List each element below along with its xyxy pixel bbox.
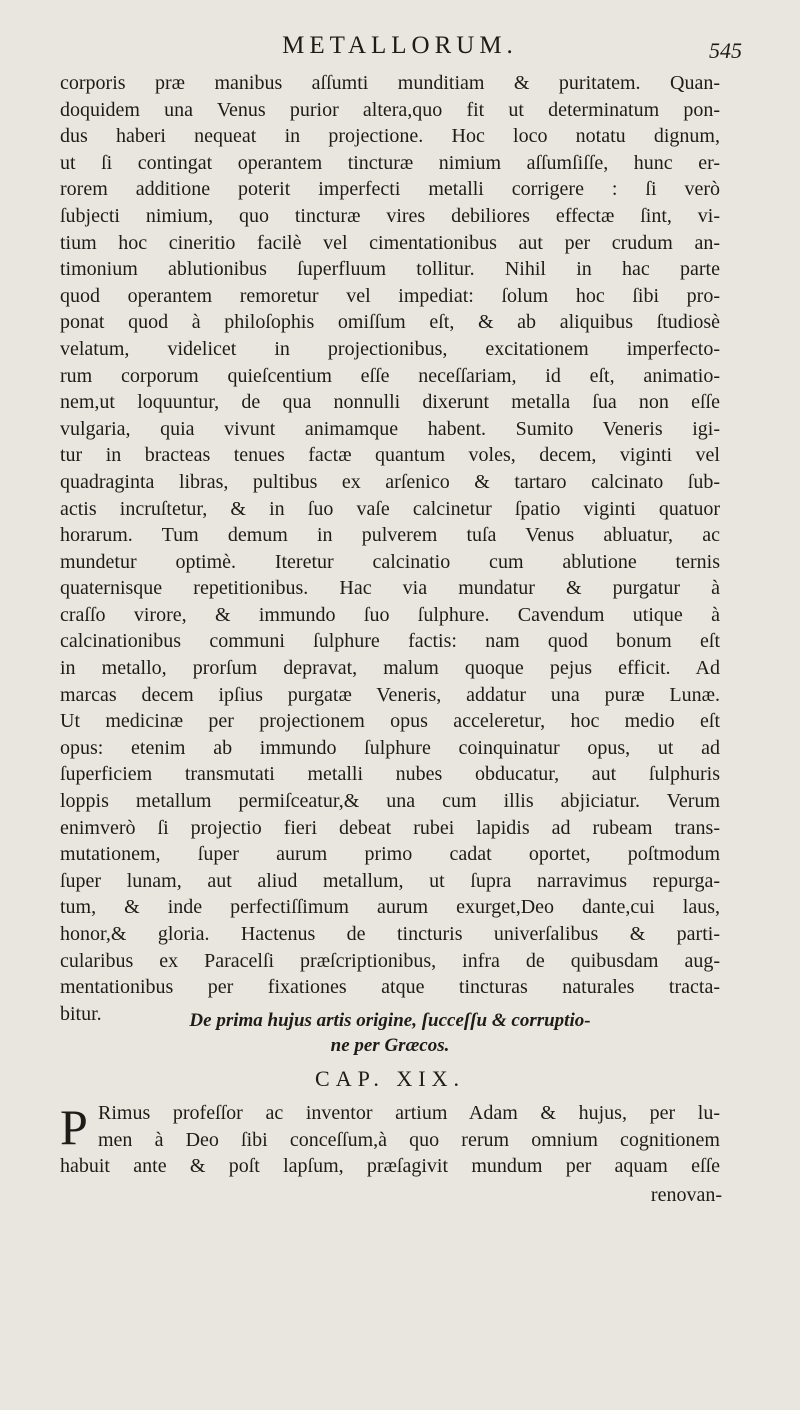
page-number: 545	[709, 38, 742, 63]
text-line: ſuperficiem transmutati metalli nubes obducatur, aut ſulphuris	[60, 763, 720, 786]
text-line: Ut medicinæ per projectionem opus acceleretur, hoc medio eſt	[60, 710, 720, 733]
text-line: cularibus ex Paracelſi præſcriptionibus, infra de quibusdam aug-	[60, 949, 720, 972]
text-line: rum corporum quieſcentium eſſe neceſſariam, id eſt, animatio-	[60, 364, 720, 387]
text-line: mutationem, ſuper aurum primo cadat oportet, poſtmodum	[60, 843, 720, 866]
text-line: nem,ut loquuntur, de qua nonnulli dixerunt metalla ſua non eſſe	[60, 391, 720, 414]
drop-cap: P	[60, 1099, 88, 1155]
text-line: tur in bracteas tenues factæ quantum voles, decem, viginti vel	[60, 444, 720, 467]
text-line: quod operantem remoretur vel impediat: ſolum hoc ſibi pro-	[60, 284, 720, 307]
text-line: rorem additione poterit imperfecti metalli corrigere : ſi verò	[60, 178, 720, 201]
text-line: Rimus profeſſor ac inventor artium Adam & hujus, per lu-	[98, 1102, 720, 1124]
text-line: doquidem una Venus purior altera,quo fit ut determinatum pon-	[60, 98, 720, 121]
running-head	[0, 32, 800, 64]
text-line: in metallo, prorſum depravat, malum quoque pejus efficit. Ad	[60, 657, 720, 680]
text-line: opus: etenim ab immundo ſulphure coinquinatur opus, ut ad	[60, 736, 720, 759]
text-line: actis incruſtetur, & in ſuo vaſe calcinetur ſpatio viginti quatuor	[60, 497, 720, 520]
text-line: vulgaria, quia vivunt animamque habent. Sumito Veneris igi-	[60, 417, 720, 440]
text-line: habuit ante & poſt lapſum, præſagivit mundum per aquam eſſe	[60, 1155, 720, 1178]
text-line: ut ſi contingat operantem tincturæ nimium aſſumſiſſe, hunc er-	[60, 151, 720, 174]
text-line: ponat quod à philoſophis omiſſum eſt, & ab aliquibus ſtudiosè	[60, 311, 720, 334]
text-line: loppis metallum permiſceatur,& una cum illis abjiciatur. Verum	[60, 790, 720, 813]
text-line: ſuper lunam, aut aliud metallum, ut ſupra narravimus repurga-	[60, 869, 720, 892]
text-line: craſſo virore, & immundo ſuo ſulphure. Cavendum utique à	[60, 603, 720, 626]
page-title: METALLORUM.	[282, 32, 518, 59]
text-line: dus haberi nequeat in projectione. Hoc loco notatu dignum,	[60, 125, 720, 148]
section-heading	[60, 1008, 720, 1058]
text-line: calcinationibus communi ſulphure factis: nam quod bonum eſt	[60, 630, 720, 653]
body-text	[60, 70, 720, 1027]
text-line: tum, & inde perfectiſſimum aurum exurget,Deo dante,cui laus,	[60, 896, 720, 919]
text-line: tium hoc cineritio facilè vel cimentationibus aut per crudum an-	[60, 231, 720, 254]
section-heading-line: De prima hujus artis origine, ſucceſſu & corruptio-	[189, 1010, 591, 1031]
text-line: timonium ablutionibus ſuperfluum tollitur. Nihil in hac parte	[60, 258, 720, 281]
text-line: quaternisque repetitionibus. Hac via mundatur & purgatur à	[60, 577, 720, 600]
chapter-label: CAP. XIX.	[315, 1066, 465, 1091]
text-line: men à Deo ſibi conceſſum,à quo rerum omnium cognitionem	[98, 1128, 720, 1151]
text-line: horarum. Tum demum in pulverem tuſa Venus abluatur, ac	[60, 524, 720, 547]
text-line: mentationibus per fixationes atque tincturas naturales tracta-	[60, 976, 720, 999]
text-line: ſubjecti nimium, quo tincturæ vires debiliores effectæ ſint, vi-	[60, 204, 720, 227]
chapter-text	[60, 1100, 720, 1180]
catchword: renovan-	[650, 1184, 722, 1206]
section-heading-line: ne per Græcos.	[330, 1035, 450, 1056]
text-line: quadraginta libras, pultibus ex arſenico & tartaro calcinato ſub-	[60, 470, 720, 493]
text-line: mundetur optimè. Iteretur calcinatio cum ablutione ternis	[60, 550, 720, 573]
text-line: marcas decem ipſius purgatæ Veneris, addatur una puræ Lunæ.	[60, 683, 720, 706]
text-line: bitur.	[60, 1002, 102, 1025]
text-line: velatum, videlicet in projectionibus, excitationem imperfecto-	[60, 337, 720, 360]
text-line: honor,& gloria. Hactenus de tincturis univerſalibus & parti-	[60, 923, 720, 945]
text-line: corporis præ manibus aſſumti munditiam & puritatem. Quan-	[60, 72, 720, 94]
text-line: enimverò ſi projectio fieri debeat rubei lapidis ad rubeam trans-	[60, 816, 720, 839]
